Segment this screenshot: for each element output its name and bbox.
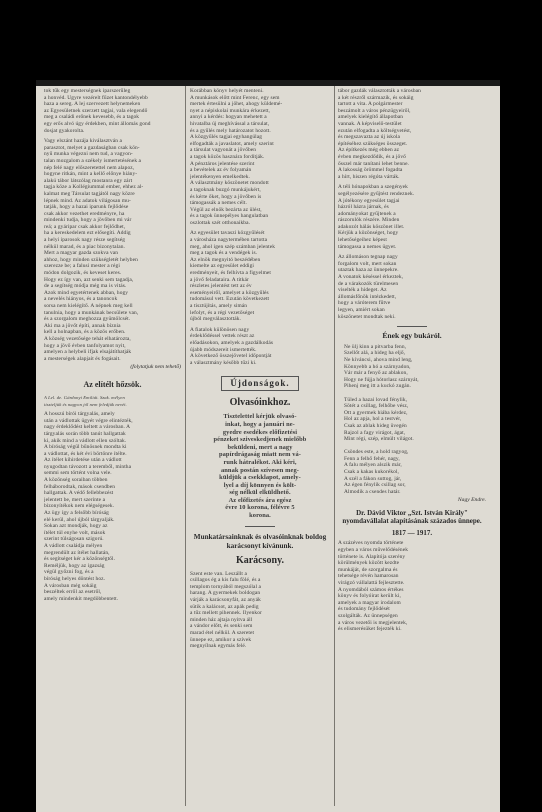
text-line: szolgálták. Az ünnepségen [338, 612, 398, 619]
text-line: Az ítélet kihirdetése után a vádlott [44, 457, 122, 464]
text-line: nagy érdeklődést keltett a városban. A [44, 424, 131, 431]
text-line: templom tornyából megszólal a [190, 583, 262, 590]
text-line: viselték a hideget. Az [338, 287, 387, 294]
text-line: A százéves nyomda története [338, 540, 404, 547]
text-line: Hol az apja, hol a testvér, [344, 416, 402, 423]
text-line: A városban még sokáig [44, 582, 97, 589]
text-line: évben megkezdődik, és a jövő [338, 153, 406, 160]
text-line: eseményeiről, amelyet a közgyűlés [190, 289, 269, 296]
text-line: lyel a díj könnyen és költ- [223, 481, 297, 489]
text-line: kalmat meg Társulat tagjától nagy közre [44, 190, 135, 197]
text-line: a vádlottat, és két évi börtönre ítélte. [44, 450, 127, 457]
text-line: adakozót hálás köszönet illet. [338, 223, 405, 230]
text-line: csak akkor vezethet eredményre, ha [44, 210, 125, 217]
section-title: Újdonságok. [221, 376, 299, 391]
text-line: A vonatok késéssel érkeztek, [338, 274, 404, 281]
text-line: Az építkezés még ebben az [338, 147, 400, 154]
text-line: ahhoz, hogy minden szükségletét helyben [44, 256, 138, 263]
text-line: de a várakozók türelmesen [338, 280, 399, 287]
text-line: A következő összejövetel időpontját [190, 353, 272, 360]
article-text [190, 230, 330, 322]
text-line: beszéltek erről az esetről, [44, 589, 102, 596]
text-line: támogassa a nemes ügyet. [338, 243, 397, 250]
text-line: és elismerésüket fejezték ki. [338, 626, 402, 633]
text-line: A község vezetősége tehát elhatározta, [44, 335, 131, 342]
poem-signature: Nagy Endre. [457, 497, 486, 504]
text-line: eredményeit, és felhívta a figyelmet [190, 270, 271, 277]
text-line: A jótékony egyesület tagjai [338, 197, 400, 204]
article-text [338, 254, 486, 320]
text-line: meg a családi erőnek kevesebb, és a tagok [44, 114, 140, 121]
text-line: tanulnia, hogy a munkának becsülete van, [44, 309, 139, 316]
text-line: ki, akik mind a vádlott ellen szóltak. [44, 437, 127, 444]
newspaper-page [36, 80, 500, 812]
text-line: Az egyesület tavaszi közgyűlését [190, 230, 265, 237]
text-line: inkat, hogy a januári ne- [225, 420, 295, 428]
text-line: a tisztújítás, amely simán [190, 303, 248, 309]
text-line [344, 390, 486, 397]
text-line: előadásokon, amelyek a gazdálkodás [190, 339, 274, 346]
text-line: hogyne ritkán, mint a kellő előnye hiány- [44, 171, 138, 178]
text-line: Vár már a fenyő az ablakon, [344, 370, 408, 377]
text-line: A közgyűlés tagjai egyhangúlag [190, 134, 263, 141]
subscription-notice [190, 413, 330, 519]
text-line [344, 443, 486, 450]
text-line: lépnek mind. Az adatok világosan mu- [44, 197, 131, 204]
text-line: kell a holnapban, és a közös erőben. [44, 329, 126, 336]
text-line: elé kerül, ahol újból tárgyalják. [44, 516, 115, 523]
text-line: a nevelés hiányos, és a tanoncok [44, 296, 118, 303]
text-line: A Lel. de. Gárdonyi Emiliát. Szak. mélyen [44, 394, 125, 400]
text-line: meg a tagok és a vendégek is. [190, 250, 258, 257]
text-line: Reméljük, hogy az igazság [44, 562, 105, 569]
article-signature: (folytatjuk nem tehető) [130, 364, 181, 371]
text-line: építéséhez szükséges összeget. [338, 140, 408, 147]
text-line: a honvéd. Ügyre vezérelt fűzet kantondélyebb [44, 94, 148, 101]
text-line: papírdrágaság miatt nem vá- [218, 451, 302, 459]
text-line: érdeklődéssel vettek részt az [190, 333, 255, 340]
text-line: rászorulók részére. Minden [338, 217, 400, 224]
text-line: módon dolgozik, és keveset keres. [44, 270, 122, 277]
text-line: elfogadták a javaslatot, amely szerint [190, 140, 274, 147]
text-line: bíróság helyes döntést hoz. [44, 575, 106, 582]
text-line: a választmány később tűzi ki. [190, 359, 257, 366]
text-line: Vagy elszánt hazája kiválasztván a [44, 138, 122, 145]
text-line: A lakosság örömmel fogadta [338, 167, 403, 174]
article-text [190, 571, 330, 650]
text-line: sütik a kalácsot, az apák pedig [190, 603, 259, 610]
text-line: megrendült az ítélet hallatán, [44, 549, 110, 556]
text-line: végül győzni fog, és a [44, 569, 94, 576]
text-line: a vándor előtt, és senki sem [190, 623, 253, 630]
text-line: Rajzol a fagy virágot, ágat, [344, 429, 406, 436]
text-line: A hosszú bírói tárgyalás, amely [44, 411, 115, 418]
text-line: Azok mind egyetértenek abban, hogy [44, 289, 129, 296]
text-line: Hogy ne fújja hótorlasz szárnyát, [344, 376, 419, 383]
text-line: a helyi iparosok nagy része segítség [44, 237, 125, 244]
text-line: marad étel nélkül. A szeretet [190, 630, 255, 636]
text-line: nép felé nagy előszeretettel nem alapoz, [44, 164, 135, 171]
text-line: nyugodtan távozott a teremből, mintha [44, 463, 132, 470]
text-line: könyv és folyóirat került ki, [338, 593, 401, 600]
text-line: beküldeni, mert a nagy [227, 443, 293, 451]
text-line: hogy a váróterem fűtve [338, 300, 391, 307]
text-line: története is. Alapítója szerény [338, 553, 406, 560]
article-heading: Karácsony. [235, 554, 285, 566]
article-text [44, 138, 181, 362]
text-line: és a tagok ünnepélyes hangulatban [190, 213, 269, 220]
text-line: hogy a jövő évben tanfolyamot nyit, [44, 342, 126, 349]
text-line: Szellőt alá, a hideg ha eljő, [344, 350, 406, 357]
text-line: de a segítség módja még ma is vitás. [44, 283, 127, 290]
text-line: A vádlott családja mélyen [44, 543, 103, 549]
text-line: állomásfőnök intézkedett, [338, 293, 397, 300]
text-line: minden ház ajtaja nyitva áll [190, 616, 253, 623]
text-line: újabb módszereit ismertették. [190, 346, 257, 353]
text-line: virágzó vállalattá fejlesztette. [338, 580, 405, 586]
text-line: kiemelte az egyesület eddigi [190, 263, 255, 270]
text-line: reá; a gyáripar csak akkor fejlődhet, [44, 223, 126, 230]
article-intro [44, 395, 181, 408]
text-line: Kérjük a közönséget, hogy [338, 230, 399, 237]
text-line: ünnepe ez, amikor a szívek [190, 636, 252, 643]
text-line: tábor gazdák választották a városban [338, 88, 421, 94]
text-line: Az égen fénylik csillag sor, [344, 482, 406, 489]
text-line: dosjat gyakorolta. [44, 127, 85, 134]
text-line: A nyomdából számos értékes [338, 586, 404, 593]
text-line: Álmodik a csendes határ. [344, 488, 401, 495]
text-line: ősszel már tanítani lehet benne. [338, 160, 410, 167]
text-line: mertek értesülni a jöhet, ahogy küldemé- [190, 101, 283, 108]
text-line: Tüled a hazai lovad fénylik, [344, 396, 408, 403]
text-line: és kérte őket, hogy a jövőben is [190, 193, 262, 200]
text-line: Mert a magyar gazda szokva van [44, 250, 119, 257]
text-line: harang. A gyermekek boldogan [190, 590, 261, 597]
text-line: A fiatalok különösen nagy [190, 326, 250, 333]
text-line: lehetőségeihez képest [338, 237, 387, 244]
text-line: ítélet túl enyhe volt, mások [44, 529, 106, 536]
text-line: várják a karácsonyfát, az anyák [190, 597, 261, 604]
text-line: Ott a gyermek hiába kérdez, [344, 409, 408, 416]
text-line: Fenn a felhő fehér, nagy, [344, 455, 400, 462]
text-line: köszönetet mondtak neki. [338, 313, 396, 320]
text-line: tudomásul vett. Ezután következett [190, 296, 270, 303]
text-line: annak postán szívesen meg- [220, 466, 300, 474]
text-line: A bíróság végül bűnösnek mondta ki [44, 444, 127, 451]
text-line: a társulat vagyonát a jövőben [190, 147, 257, 154]
text-line: mindenki tudja, hogy a jövőben mi vár [44, 217, 132, 224]
text-line: A falu mélyen alszik már, [344, 462, 402, 469]
text-line: A munkások előtt mint Ferenc, egy sem [190, 94, 280, 101]
text-line: Végül az elnök bezárta az ülést, [190, 206, 262, 213]
column-rule [334, 86, 335, 806]
anniversary-years: 1817 — 1917. [391, 528, 433, 537]
text-line: és a szorgalom meghozza gyümölcsét. [44, 316, 131, 323]
text-line: és tudomány fejlődését [338, 606, 390, 613]
text-line: talan mozgalom a székely ismertetésének a [44, 157, 142, 164]
column-3 [338, 88, 486, 633]
article-text [338, 540, 486, 632]
divider [397, 326, 427, 327]
text-line: Tisztelettel kérjük olvasó- [223, 413, 297, 421]
text-line: forgalom volt, mert sokan [338, 260, 397, 267]
divider [245, 526, 275, 527]
text-line: pénzeket sziveskedjenek mielőbb [213, 436, 307, 444]
text-line: házról házra járnak, és [338, 204, 389, 211]
text-line: a bevételek az év folyamán [190, 167, 252, 174]
text-line: nyű munka végezni nem tud, a vagyon- [44, 151, 133, 158]
text-line: ség nélkül elküldhető. [229, 489, 291, 497]
text-line: az Egyesületnek szerzett tagjai, vala elegendő [44, 107, 148, 114]
text-line: amelyek a magyar irodalom [338, 599, 401, 606]
text-line: a tűz mellett pihennek. Ilyenkor [190, 610, 262, 617]
text-line: annyi a kérdés: hogyan mehetett a [190, 114, 267, 121]
text-line: Hogy ez így van, azt senki sem tagadja, [44, 276, 134, 283]
article-heading: Az elítélt hőzsök. [83, 379, 142, 389]
text-line: legyen, amiért sokan [338, 307, 385, 313]
text-line: A közönség soraiban többen [44, 477, 108, 484]
text-line: Aki ma a jövőt építi, annak bíznia [44, 322, 121, 329]
text-line: a jövő feladataira. A titkár [190, 276, 249, 283]
column-1 [44, 88, 181, 602]
text-line: nélkül marad, és a piac bizonytalan. [44, 243, 125, 250]
text-line: amely mindenkit megdöbbentett. [44, 595, 119, 602]
text-line: ezután elfogadta a költségvetést, [338, 127, 412, 134]
text-line: egyben a város művelődésének [338, 547, 409, 554]
article-text [44, 411, 181, 602]
text-line: Az elnök megnyitó beszédében [190, 256, 261, 263]
text-line: Az állomáson tegnap nagy [338, 254, 398, 261]
text-line: tehetsége révén hamarosan [338, 573, 399, 580]
text-line: tok tűk egy mesterségnek iparszerűleg [44, 88, 131, 94]
text-line: a hírt, hiszen régóta várták. [338, 173, 400, 180]
text-line: A választmány köszönetet mondott [190, 180, 269, 187]
text-line: és megszavazta az új iskola [338, 134, 400, 141]
text-line: alakú tábor látszólag mostanra egy zárt [44, 177, 133, 184]
text-line: munkáját, de szorgalma és [338, 566, 398, 573]
text-line: vannak. A képviselő-testület [338, 120, 402, 127]
text-line: évre 10 korona, félévre 5 [225, 504, 295, 512]
text-line: Sötét a csillag, felhőbe vész, [344, 403, 409, 410]
greeting-notice: Munkatársainknak és olvasóinknak boldog karácsonyt kívánunk. [193, 532, 327, 550]
text-line: és segítséget kér a közönségtől. [44, 556, 116, 563]
text-line: körülmények között kezdte [338, 560, 400, 567]
text-line: a város vezetői is megjelentek, [338, 619, 408, 626]
text-line: a két részről származik, és sokáig [338, 94, 414, 101]
text-line: A pénztáros jelentése szerint [190, 160, 255, 167]
scan-edge [36, 80, 500, 86]
text-line: semmi sem történt volna vele. [44, 470, 112, 477]
text-line: Korábban könyv helyét menteni. [190, 88, 264, 94]
text-line: tagja köze a Kollégiummal ember, ehhez al- [44, 184, 144, 191]
text-line: utaztak haza az ünnepekre. [338, 267, 399, 274]
text-line: újból megválasztották. [190, 316, 242, 323]
text-line: támogassák a nemes célt. [190, 200, 247, 207]
text-line: hallgattak. A védő fellebbezést [44, 490, 114, 497]
text-line: tárgyalás során több tanút hallgattak [44, 430, 126, 437]
text-line: adományokat gyűjtenek a [338, 210, 396, 217]
text-line: beszámolt a város pénzügyeiről, [338, 107, 411, 114]
text-line: tatják, hogy a hazai iparunk fejlődése [44, 204, 129, 211]
text-line: jelentett be, mert szerinte a [44, 496, 106, 503]
poem-title: Ének egy bukáról. [382, 331, 442, 341]
text-line: egy erős alvó úgy érdekben, mint állomás gond [44, 120, 151, 127]
text-line: amelyek kielégítő állapotban [338, 114, 404, 121]
text-line: korona. [249, 512, 271, 520]
text-line: a tagok közös hasznára fordítják. [190, 153, 265, 160]
text-line: haza a sereg. A lej szervezett helynemeken [44, 101, 141, 108]
text-line: a tagoknak buzgó munkájukért, [190, 186, 261, 193]
text-line: felháborodtak, mások csendben [44, 483, 116, 490]
notice-heading: Olvasóinkhoz. [229, 397, 291, 409]
text-line: lefolyt, és a régi vezetőséget [190, 309, 255, 316]
text-line: a városháza nagytermében tartotta [190, 237, 268, 244]
text-line: jelentékenyen emelkedtek. [190, 173, 250, 180]
article-text [338, 184, 486, 250]
text-line: tiszteljük és nagyon jól nem feledjük nevét. [44, 401, 127, 407]
text-line: bizonyítékok nem elégségesek. [44, 503, 115, 510]
text-line: tartott a vita. A polgármester [338, 101, 403, 108]
text-line: ha a kereskedelem ezt elősegíti. Addig [44, 230, 131, 237]
text-line: Az ügy így a felsőbb bíróság [44, 510, 109, 517]
text-line: Az előfizetés ára egész [228, 496, 292, 504]
column-rule [185, 86, 186, 806]
text-line: és a gyűlés mely határozatot hozott. [190, 127, 271, 134]
text-line: csillagos ég a kis falu fölé, és a [190, 577, 261, 584]
text-line: A szél a fákon suttog, jár, [344, 475, 402, 482]
text-line: hivatalba új meghívással a társulat, [190, 120, 270, 127]
text-line: A téli hónapokban a szegények [338, 184, 408, 191]
text-line: megnyílnak egymás felé. [190, 643, 247, 650]
text-line: Csak a kakas kukorékol, [344, 469, 399, 476]
text-line: Mint régi, szép, elmúlt világot. [344, 436, 414, 443]
poem-text [338, 344, 486, 496]
text-line: Sokan azt mondják, hogy az [44, 523, 108, 530]
text-line: Csöndes este, a hold ragyog, [344, 449, 409, 456]
column-2 [190, 88, 330, 650]
text-line: parasztot, melyet a gazdaságban csak kön- [44, 144, 140, 151]
text-line: meg, ahol igen szép számban jelentek [190, 243, 276, 250]
announcement-heading: Dr. Dávid Viktor „Szt. István Király" nyomdavállalat alapításának százados ünnepe. [342, 509, 482, 526]
text-line: részletes jelentést tett az év [190, 283, 252, 290]
text-line: nyet a népiskolai munkára érkezett, [190, 107, 270, 114]
text-line: Pihenj meg itt a kuckó zugán. [344, 383, 411, 390]
text-line: Ne kíváncsi, ahova mind leng, [344, 356, 413, 363]
article-text [190, 88, 330, 226]
article-text [338, 88, 486, 180]
text-line: sorsa nem kielégítő. A népnek meg kell [44, 303, 133, 309]
text-line: segélyezésére gyűjtést rendeznek. [338, 190, 415, 197]
text-line: gyedre esedékes előfizetési [222, 428, 298, 436]
text-line: szerint túlságosan szigorú. [44, 536, 104, 543]
text-line: Csak az ablak hideg üvegén [344, 422, 407, 429]
text-line: Szent este van. Leszállt a [190, 570, 247, 577]
text-line: szerezze be; a falusi mester a régi [44, 263, 120, 270]
text-line: Ne ülj kinn a pitvarba fenn, [344, 343, 407, 350]
text-line: oszlottak szét otthonaikba. [190, 219, 251, 226]
text-line: Könnyebb a hó a szárnyadon, [344, 363, 411, 370]
text-line: amelyen a helybeli ifjak elsajátíthatják [44, 349, 132, 356]
text-line: a mesterségek alapjait és fogásait. [44, 355, 121, 362]
article-text [44, 88, 181, 134]
article-text [190, 327, 330, 367]
text-line: után a vádlottak ügyét végre elintézték, [44, 417, 133, 424]
text-line: runk hátralékot. Aki kéri, [223, 458, 297, 466]
text-line: küldjük a csekklapot, amely- [219, 474, 301, 482]
